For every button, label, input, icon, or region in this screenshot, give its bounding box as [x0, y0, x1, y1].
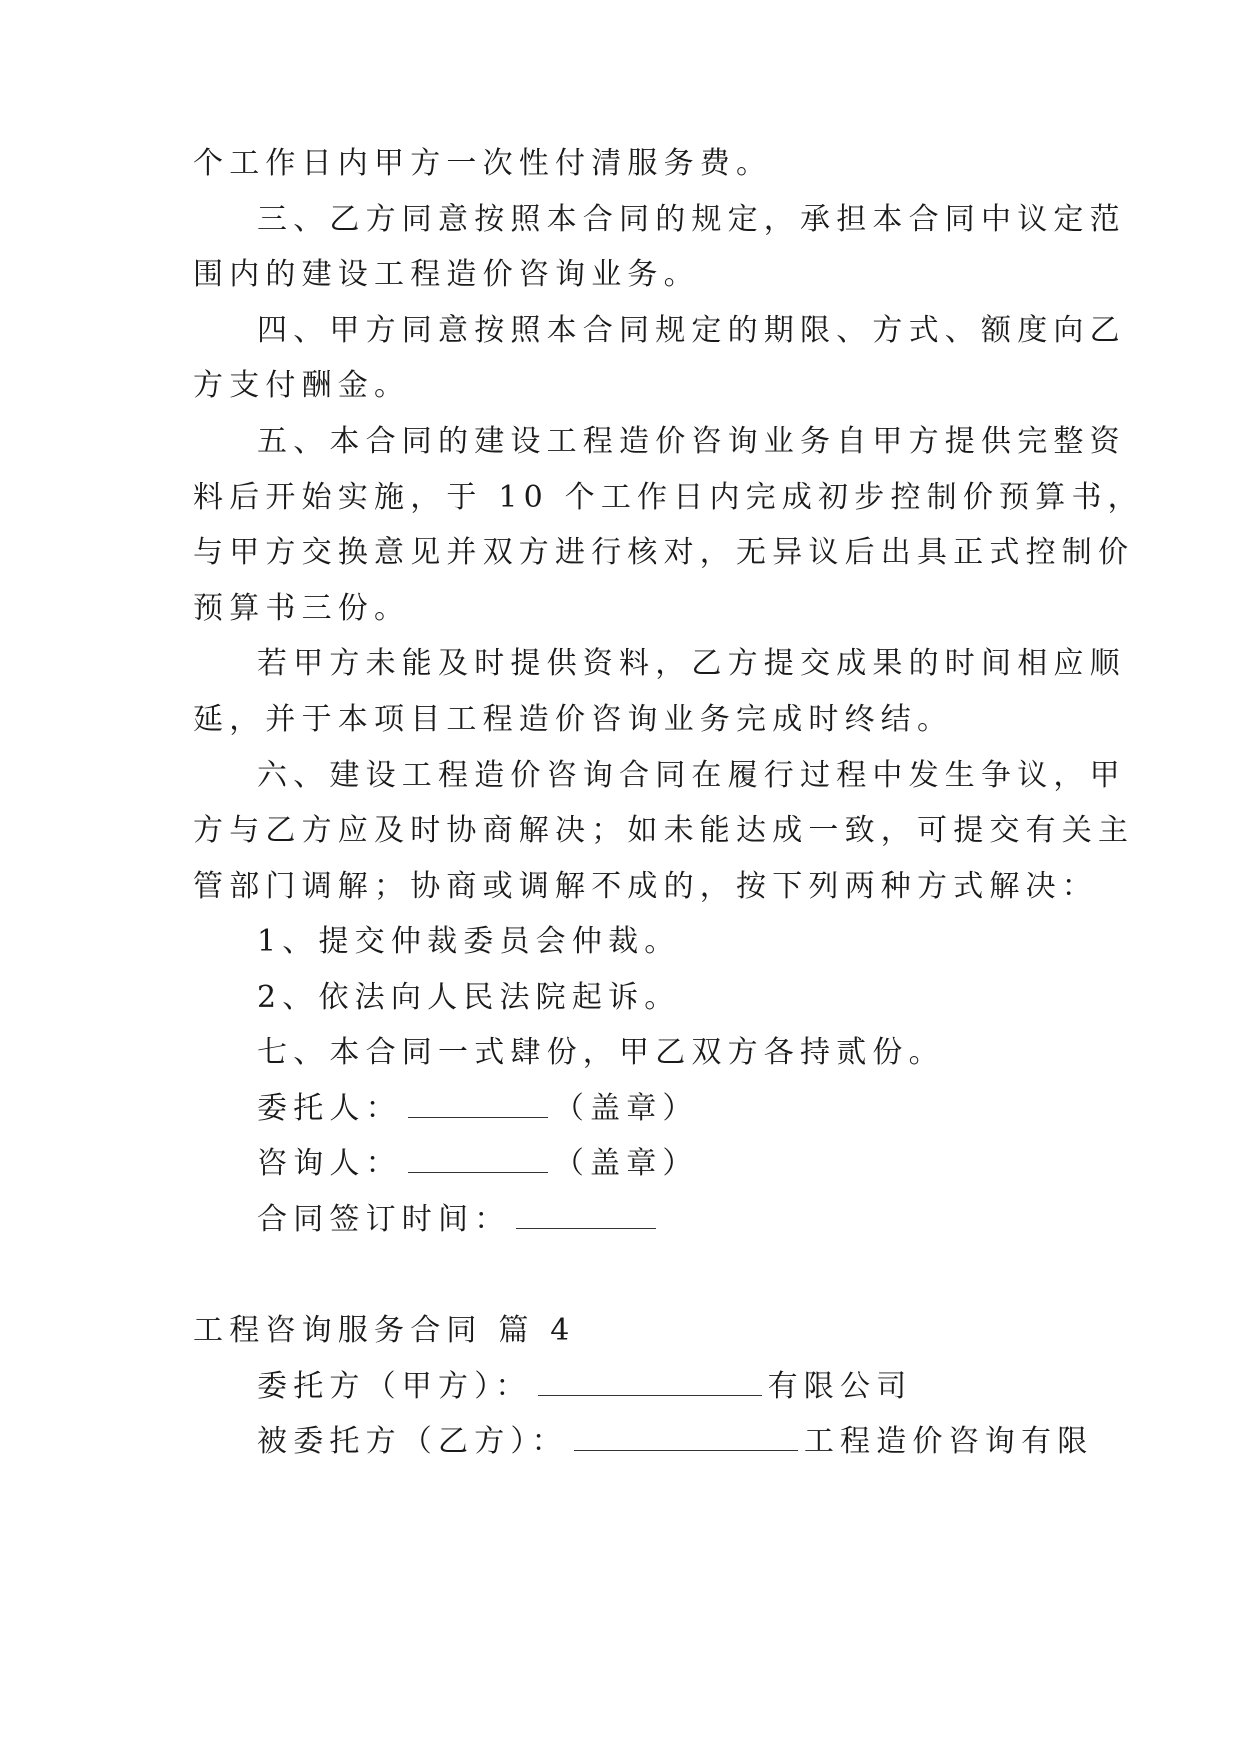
paragraph-line: 若甲方未能及时提供资料，乙方提交成果的时间相应顺 [257, 646, 1126, 681]
paragraph-line: 管部门调解；协商或调解不成的，按下列两种方式解决： [193, 869, 1098, 904]
paragraph-line: 方与乙方应及时协商解决；如未能达成一致，可提交有关主 [193, 813, 1135, 848]
party-a-line [257, 1365, 1055, 1409]
consultant-blank [408, 1144, 548, 1173]
party-a-suffix: 有限公司 [767, 1369, 913, 1404]
paragraph-line: 与甲方交换意见并双方进行核对，无异议后出具正式控制价 [193, 535, 1135, 570]
paragraph-line: 方支付酬金。 [193, 368, 411, 403]
signature-client [257, 1087, 1055, 1131]
paragraph-line: 三、乙方同意按照本合同的规定，承担本合同中议定范 [257, 202, 1126, 237]
section-title: 工程咨询服务合同 篇 4 [193, 1313, 576, 1348]
party-b-line [257, 1420, 1094, 1464]
paragraph-line: 五、本合同的建设工程造价咨询业务自甲方提供完整资 [257, 424, 1126, 459]
paragraph-line: 料后开始实施，于 10 个工作日内完成初步控制价预算书， [193, 480, 1144, 515]
list-item: 2、依法向人民法院起诉。 [257, 980, 681, 1015]
party-b-label: 被委托方（乙方）： [257, 1424, 568, 1459]
paragraph-line: 六、建设工程造价咨询合同在履行过程中发生争议，甲 [257, 758, 1126, 793]
paragraph-line: 个工作日内甲方一次性付清服务费。 [193, 146, 773, 181]
party-b-suffix: 工程造价咨询有限 [803, 1424, 1094, 1459]
client-seal-note: （盖章） [553, 1091, 699, 1126]
signing-date [257, 1198, 1055, 1242]
date-label: 合同签订时间： [257, 1202, 511, 1237]
date-blank [516, 1200, 656, 1229]
paragraph-line: 延，并于本项目工程造价咨询业务完成时终结。 [193, 702, 954, 737]
signature-consultant [257, 1142, 1055, 1186]
list-item: 1、提交仲裁委员会仲裁。 [257, 924, 681, 959]
party-a-label: 委托方（甲方）： [257, 1369, 532, 1404]
paragraph-line: 七、本合同一式肆份，甲乙双方各持贰份。 [257, 1035, 945, 1070]
paragraph-line: 预算书三份。 [193, 591, 411, 626]
paragraph-line: 四、甲方同意按照本合同规定的期限、方式、额度向乙 [257, 313, 1126, 348]
consultant-seal-note: （盖章） [553, 1146, 699, 1181]
consultant-label: 咨询人： [257, 1146, 402, 1181]
paragraph-line: 围内的建设工程造价咨询业务。 [193, 257, 700, 292]
client-label: 委托人： [257, 1091, 402, 1126]
client-blank [408, 1089, 548, 1118]
party-b-blank [574, 1422, 798, 1451]
party-a-blank [538, 1367, 762, 1396]
